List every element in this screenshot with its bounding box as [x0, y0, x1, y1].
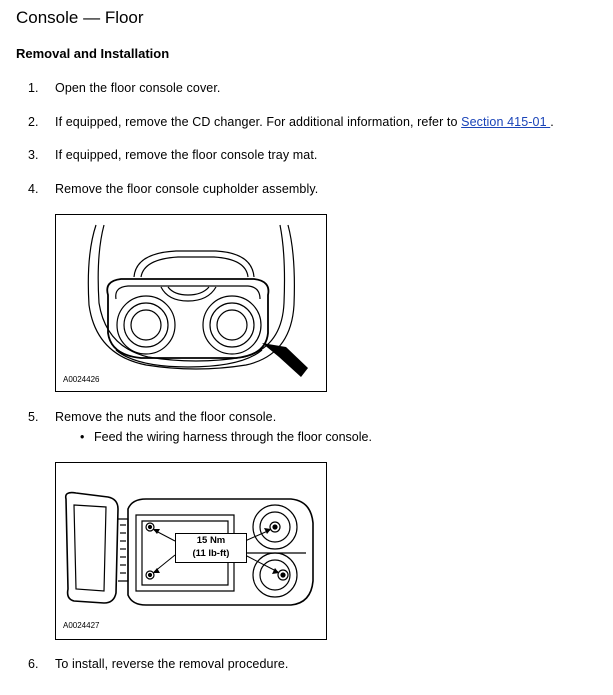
- step-2-number: 2.: [28, 115, 39, 129]
- step-4: [28, 182, 318, 196]
- step-5: [28, 410, 276, 424]
- figure-1-id: A0024426: [63, 375, 100, 384]
- bullet-text: Feed the wiring harness through the floor console.: [94, 430, 372, 444]
- step-6-text: To install, reverse the removal procedure.: [55, 657, 289, 671]
- torque-spec-label: [175, 533, 247, 563]
- step-1-text: Open the floor console cover.: [55, 81, 221, 95]
- figure-floor-console: [55, 462, 327, 640]
- step-4-text: Remove the floor console cupholder assembly.: [55, 182, 319, 196]
- step-2-period: .: [550, 115, 554, 129]
- step-3: [28, 148, 317, 162]
- step-5-number: 5.: [28, 410, 39, 424]
- step-5-text: Remove the nuts and the floor console.: [55, 410, 277, 424]
- figure-2-id: A0024427: [63, 621, 100, 630]
- torque-nm: 15 Nm: [196, 535, 226, 546]
- section-415-01-link[interactable]: Section 415-01: [461, 115, 551, 129]
- page-title: Console — Floor: [16, 8, 144, 27]
- step-6-number: 6.: [28, 657, 39, 671]
- step-4-number: 4.: [28, 182, 39, 196]
- step-2-text: If equipped, remove the CD changer. For additional information, refer to: [55, 115, 462, 129]
- torque-lbft: (11 lb-ft): [192, 548, 230, 559]
- step-3-text: If equipped, remove the floor console tray mat.: [55, 148, 318, 162]
- step-1-number: 1.: [28, 81, 39, 95]
- figure-cupholder: [55, 214, 327, 392]
- step-5-bullet: [80, 430, 372, 444]
- cupholder-illustration: [56, 215, 326, 391]
- step-2: [28, 115, 554, 129]
- bullet-dot: •: [80, 430, 85, 444]
- step-3-number: 3.: [28, 148, 39, 162]
- step-1: [28, 81, 221, 95]
- step-6: [28, 657, 288, 671]
- section-heading: Removal and Installation: [16, 46, 170, 61]
